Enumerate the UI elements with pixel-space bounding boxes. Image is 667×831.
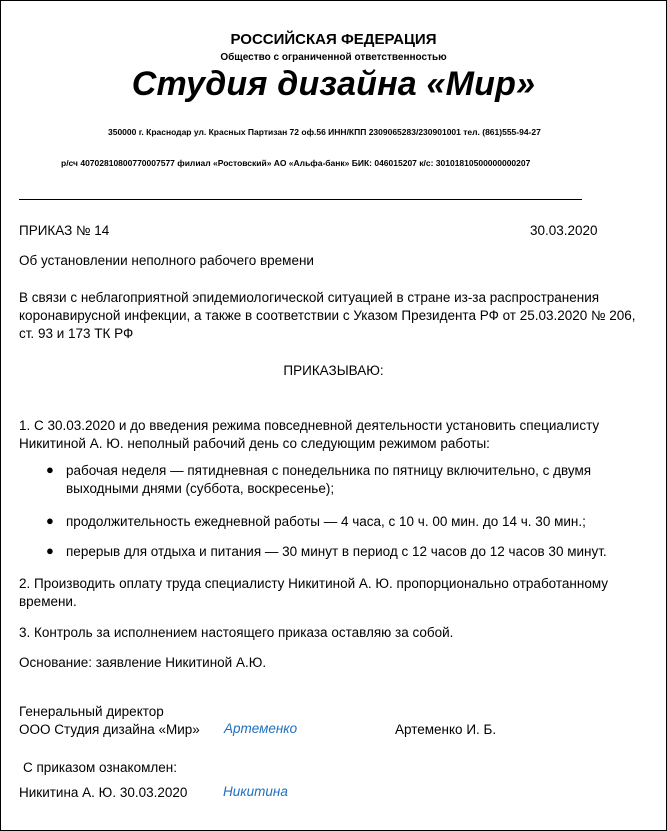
order-item-3: 3. Контроль за исполнением настоящего приказа оставляю за собой. xyxy=(19,625,454,640)
letterhead-country: РОССИЙСКАЯ ФЕДЕРАЦИЯ xyxy=(230,31,437,48)
director-signature: Артеменко xyxy=(224,721,298,736)
letterhead-company-name: Студия дизайна «Мир» xyxy=(131,65,536,103)
list-item: рабочая неделя — пятидневная с понедельника по пятницу включительно, с двумя выходными днями (суббота, воскресенье); xyxy=(66,463,592,496)
order-subject: Об установлении неполного рабочего времени xyxy=(19,253,314,268)
order-item-2: 2. Производить оплату труда специалисту Никитиной А. Ю. пропорционально отработанному времени. xyxy=(19,576,609,609)
employee-signature: Никитина xyxy=(223,784,288,799)
bullet-icon: ● xyxy=(46,543,54,558)
acquainted-label: С приказом ознакомлен: xyxy=(23,760,177,775)
list-item: перерыв для отдыха и питания — 30 минут в период с 12 часов до 12 часов 30 минут. xyxy=(66,544,607,559)
director-title: Генеральный директор xyxy=(19,704,164,719)
list-item: продолжительность ежедневной работы — 4 часа, с 10 ч. 00 мин. до 14 ч. 30 мин.; xyxy=(66,514,586,529)
letterhead-divider xyxy=(19,199,582,200)
bullet-icon: ● xyxy=(46,462,54,477)
order-basis: Основание: заявление Никитиной А.Ю. xyxy=(19,655,267,670)
order-directive: ПРИКАЗЫВАЮ: xyxy=(283,363,384,378)
director-name: Артеменко И. Б. xyxy=(395,722,497,737)
order-number: ПРИКАЗ № 14 xyxy=(19,223,110,238)
order-date: 30.03.2020 xyxy=(530,223,598,238)
letterhead-address: 350000 г. Краснодар ул. Красных Партизан 72 оф.56 ИНН/КПП 2309065283/230901001 тел. (861)555-94-27 xyxy=(108,127,541,137)
order-item-1: 1. С 30.03.2020 и до введения режима повседневной деятельности установить специалисту Никитиной А. Ю. неполный рабочий день со следующим режимом работы: xyxy=(19,418,600,451)
order-preamble: В связи с неблагоприятной эпидемиологической ситуацией в стране из-за распространения коронавирусной инфекции, а также в соответствии с Указом Президента РФ от 25.03.2020 № 206, ст. 93 и 173 ТК РФ xyxy=(19,290,636,341)
director-org: ООО Студия дизайна «Мир» xyxy=(19,722,200,737)
employee-name-date: Никитина А. Ю. 30.03.2020 xyxy=(19,785,188,800)
bullet-icon: ● xyxy=(46,513,54,528)
letterhead-bank-details: р/сч 40702810800770007577 филиал «Ростовский» АО «Альфа-банк» БИК: 046015207 к/с: 30101810500000000207 xyxy=(61,158,531,168)
letterhead-org-type: Общество с ограниченной ответственностью xyxy=(220,52,447,63)
